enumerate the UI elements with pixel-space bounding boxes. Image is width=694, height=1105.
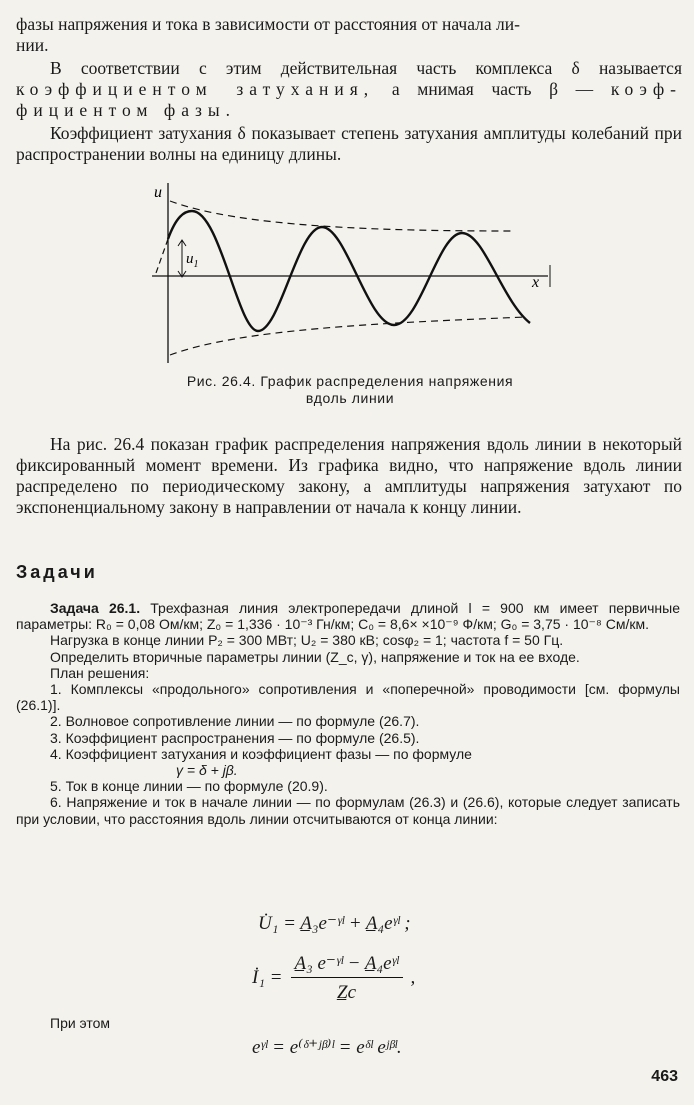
task-params: Трехфазная линия электропередачи длиной l = 900 км имеет первичные параметры: R₀ = 0,08 Ом/км; Z₀ = 1,336 · 10⁻³ Гн/км; C₀ = 8,6× ×10⁻⁹ Ф/км; G₀ = 3,75 · 10⁻⁸ См/км. (16, 600, 681, 633)
plan-step-6: 6. Напряжение и ток в начале линии — по формулам (26.3) и (26.6), которые следует записать при условии, что расстояния вдоль линии отсчитываются от конца линии: (16, 794, 680, 827)
task-goal: Определить вторичные параметры линии (Z_c, γ), напряжение и ток на ее входе. (50, 648, 580, 665)
upper-envelope (170, 201, 512, 231)
intro-line-1 (16, 14, 682, 56)
term-phase-part1: коэф- (610, 79, 682, 99)
figure-caption (120, 373, 580, 407)
formula-current-fraction (291, 952, 403, 1004)
figure-caption-line1: Рис. 26.4. График распределения напряжения (186, 373, 514, 389)
formula-current-numerator: A̲₃ e⁻ᵞˡ − A̲₄eᵞˡ (291, 952, 403, 978)
task-intro (16, 600, 680, 632)
voltage-distribution-figure (150, 183, 560, 363)
u-axis-label: u (154, 184, 162, 201)
intro-line-2-text: нии. (16, 35, 49, 55)
initial-dashed-segment (156, 239, 168, 273)
formula-voltage: U̇₁ = A̲₃e⁻ᵞˡ + A̲₄eᵞˡ ; (258, 913, 411, 934)
task-block (16, 600, 680, 827)
intro-p2-part2: а мнимая часть β — (374, 79, 594, 99)
intro-paragraph-2 (16, 58, 682, 121)
formula-current-lhs: İ₁ = (252, 967, 283, 988)
lower-envelope (170, 317, 526, 355)
plan-step-5: 5. Ток в конце линии — по формуле (20.9). (50, 778, 328, 795)
body-paragraph: На рис. 26.4 показан график распределения напряжения вдоль линии в некоторый фиксированный момент времени. Из графика видно, что напряжение вдоль линии распределено по периодическому закону, а амплитуды напряжения затухают по экспоненциальному закону в направлении от начала к концу линии. (16, 434, 682, 517)
page-number: 463 (651, 1068, 678, 1085)
formula-current-end: , (410, 967, 416, 988)
plan-step-2: 2. Волновое сопротивление линии — по формуле (26.7). (50, 713, 420, 730)
task-load: Нагрузка в конце линии P₂ = 300 МВт; U₂ = 380 кВ; cosφ₂ = 1; частота f = 50 Гц. (50, 632, 564, 649)
plan-step-1: 1. Комплексы «продольного» сопротивления и «поперечной» проводимости [см. формулы (26.1)]. (16, 681, 680, 714)
intro-line-1-text: фазы напряжения и тока в зависимости от расстояния от начала ли- (16, 14, 520, 34)
x-axis-label: x (532, 274, 540, 291)
plan-step-4: 4. Коэффициент затухания и коэффициент фазы — по формуле (50, 745, 472, 762)
intro-paragraph-3: Коэффициент затухания δ показывает степень затухания амплитуды колебаний при распространении волны на единицу длины. (16, 123, 682, 164)
plan-step-4-formula: γ = δ + jβ. (176, 762, 238, 779)
formula-current-denominator: Z̲c (337, 982, 356, 1003)
formula-current (252, 952, 415, 1004)
section-title: Задачи (16, 562, 98, 582)
u1-label: $u_1$ (186, 251, 199, 270)
plan-title: План решения: (50, 664, 150, 681)
intro-p2-part1: В соответствии с этим действительная часть комплекса δ называется (50, 58, 682, 78)
term-phase-part2: фициентом фазы. (16, 100, 237, 120)
formula-exponent: eᵞˡ = e⁽ᵟ⁺ʲᵝ⁾ˡ = eᵟˡ eʲᵝˡ. (252, 1037, 402, 1058)
figure-caption-line2: вдоль линии (305, 390, 395, 406)
voltage-wave (168, 211, 530, 331)
term-attenuation: коэффициентом затухания, (16, 79, 375, 99)
pri-etom: При этом (50, 1015, 111, 1031)
task-title: Задача 26.1. (50, 600, 141, 616)
plan-step-3: 3. Коэффициент распространения — по формуле (26.5). (50, 729, 420, 746)
